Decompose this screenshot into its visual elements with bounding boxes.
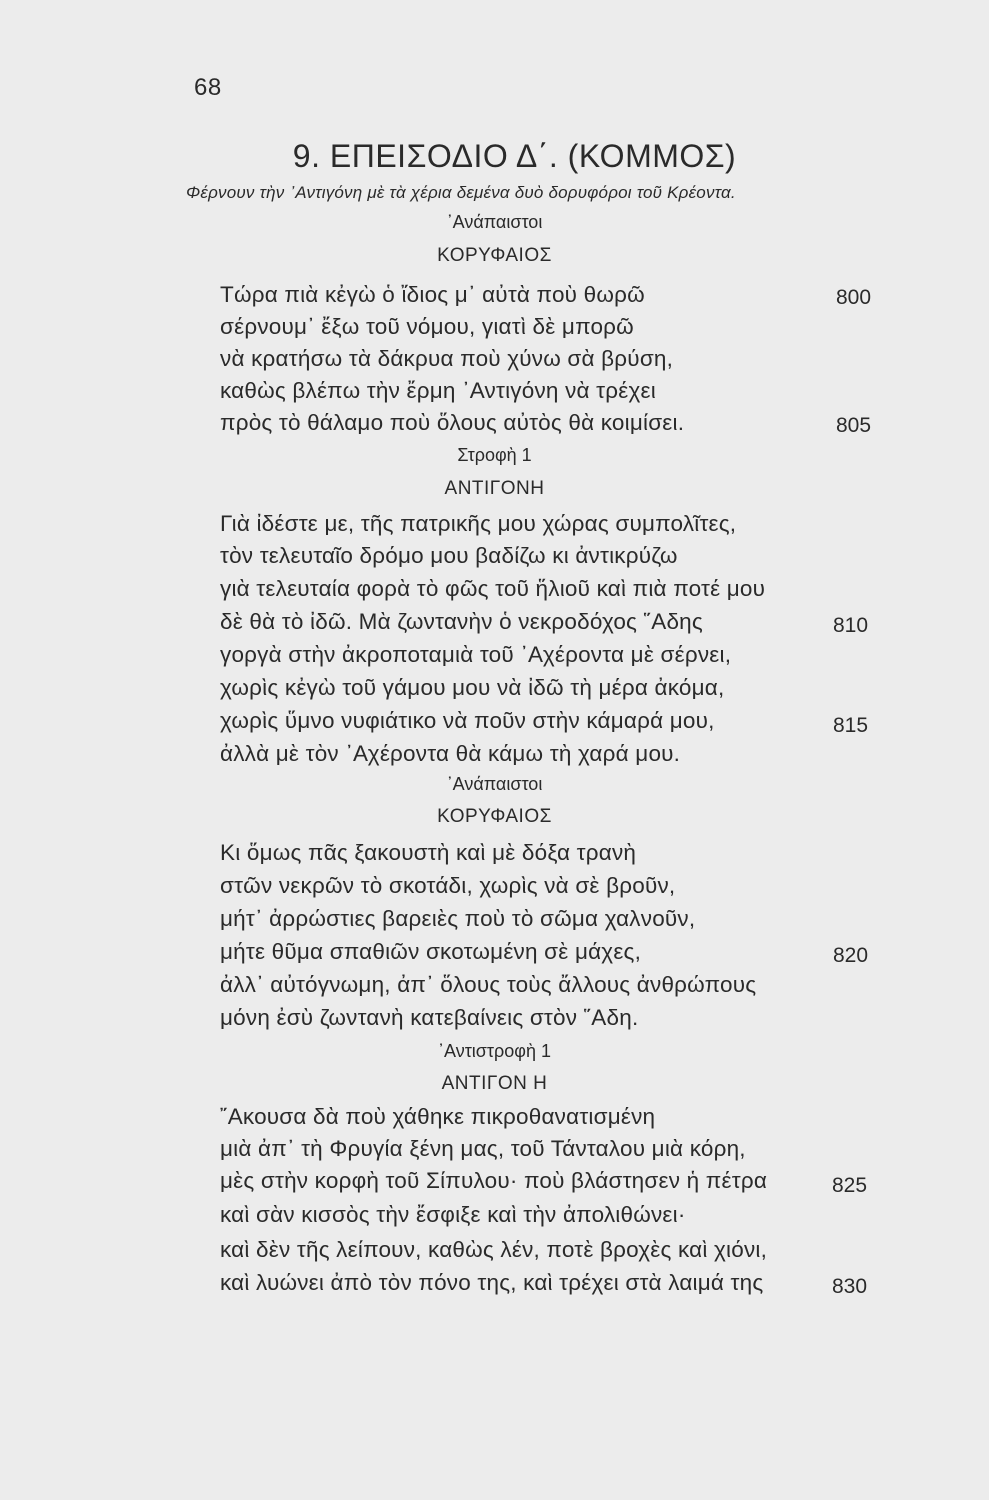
verse-line: Κι ὅμως πᾶς ξακουστὴ καὶ μὲ δόξα τρανὴ bbox=[220, 840, 637, 865]
verse-line: ἀλλὰ μὲ τὸν ᾿Αχέροντα θὰ κάμω τὴ χαρά μου. bbox=[220, 741, 681, 766]
line-number: 815 bbox=[833, 714, 869, 737]
verse-line: στῶν νεκρῶν τὸ σκοτάδι, χωρὶς νὰ σὲ βροῦν, bbox=[220, 873, 676, 898]
verse-line: μόνη ἐσὺ ζωντανὴ κατεβαίνεις στὸν ῞Αδη. bbox=[220, 1005, 639, 1030]
stage-direction: Φέρνουν τὴν ᾿Αντιγόνη μὲ τὰ χέρια δεμένα δυὸ δορυφόροι τοῦ Κρέοντα. bbox=[186, 183, 736, 202]
line-number: 810 bbox=[833, 614, 869, 637]
line-number: 825 bbox=[832, 1174, 868, 1197]
speaker-name: ΚΟΡΥΦΑΙΟΣ bbox=[437, 245, 552, 266]
verse-line: χωρὶς ὕμνο νυφιάτικο νὰ ποῦν στὴν κάμαρά μου, bbox=[220, 708, 715, 733]
verse-line: Τώρα πιὰ κἐγὼ ὁ ἴδιος μ᾿ αὐτὰ ποὺ θωρῶ bbox=[220, 282, 645, 307]
verse-line: μὲς στὴν κορφὴ τοῦ Σίπυλου· ποὺ βλάστησεν ἡ πέτρα bbox=[220, 1168, 768, 1193]
line-number: 805 bbox=[836, 414, 872, 437]
verse-line: Γιὰ ἰδέστε με, τῆς πατρικῆς μου χώρας συμπολῖτες, bbox=[220, 511, 737, 536]
verse-line: νὰ κρατήσω τὰ δάκρυα ποὺ χύνω σὰ βρύση, bbox=[220, 346, 674, 371]
line-number: 820 bbox=[833, 944, 869, 967]
page-number: 68 bbox=[194, 74, 222, 101]
verse-line: μιὰ ἀπ᾿ τὴ Φρυγία ξένη μας, τοῦ Τάνταλου μιὰ κόρη, bbox=[220, 1136, 746, 1161]
line-number: 800 bbox=[836, 286, 872, 309]
verse-line: τὸν τελευταῖο δρόμο μου βαδίζω κι ἀντικρύζω bbox=[220, 543, 678, 568]
line-number: 830 bbox=[832, 1275, 868, 1298]
meter-label: Στροφὴ 1 bbox=[457, 445, 532, 465]
speaker-name: ΑΝΤΙΓΟΝΗ bbox=[444, 478, 545, 499]
meter-label: ᾿Ανάπαιστοι bbox=[446, 212, 543, 232]
verse-line: σέρνουμ᾿ ἔξω τοῦ νόμου, γιατὶ δὲ μπορῶ bbox=[220, 314, 634, 339]
verse-line: γοργὰ στὴν ἀκροποταμιὰ τοῦ ᾿Αχέροντα μὲ σέρνει, bbox=[220, 642, 732, 667]
verse-line: καθὼς βλέπω τὴν ἔρμη ᾿Αντιγόνη νὰ τρέχει bbox=[220, 378, 656, 403]
episode-title: 9. ΕΠΕΙΣΟΔΙΟ Δ΄. (ΚΟΜΜΟΣ) bbox=[292, 138, 737, 174]
meter-label: ᾿Ανάπαιστοι bbox=[446, 774, 543, 794]
verse-line: δὲ θὰ τὸ ἰδῶ. Μὰ ζωντανὴν ὁ νεκροδόχος ῞Αδης bbox=[220, 609, 703, 634]
verse-line: γιὰ τελευταία φορὰ τὸ φῶς τοῦ ἥλιοῦ καὶ πιὰ ποτέ μου bbox=[220, 576, 766, 601]
verse-line: πρὸς τὸ θάλαμο ποὺ ὅλους αὐτὸς θὰ κοιμίσει. bbox=[220, 410, 685, 435]
verse-line: καὶ δὲν τῆς λείπουν, καθὼς λέν, ποτὲ βροχὲς καὶ χιόνι, bbox=[220, 1237, 768, 1262]
verse-line: μήτε θῦμα σπαθιῶν σκοτωμένη σὲ μάχες, bbox=[220, 939, 642, 964]
verse-line: χωρὶς κἐγὼ τοῦ γάμου μου νὰ ἰδῶ τὴ μέρα ἀκόμα, bbox=[220, 675, 725, 700]
speaker-name: ΚΟΡΥΦΑΙΟΣ bbox=[437, 806, 552, 827]
meter-label: ᾿Αντιστροφὴ 1 bbox=[438, 1041, 551, 1061]
verse-line: ῎Ακουσα δὰ ποὺ χάθηκε πικροθανατισμένη bbox=[220, 1104, 656, 1129]
verse-line: καὶ σὰν κισσὸς τὴν ἔσφιξε καὶ τὴν ἀπολιθώνει· bbox=[220, 1202, 686, 1227]
verse-line: μήτ᾿ ἀρρώστιες βαρειὲς ποὺ τὸ σῶμα χαλνοῦν, bbox=[220, 906, 696, 931]
speaker-name: ΑΝΤΙΓΟΝ Η bbox=[441, 1073, 548, 1094]
verse-line: καὶ λυώνει ἀπὸ τὸν πόνο της, καὶ τρέχει στὰ λαιμά της bbox=[220, 1270, 764, 1295]
verse-line: ἀλλ᾿ αὐτόγνωμη, ἀπ᾿ ὅλους τοὺς ἄλλους ἀνθρώπους bbox=[220, 972, 757, 997]
